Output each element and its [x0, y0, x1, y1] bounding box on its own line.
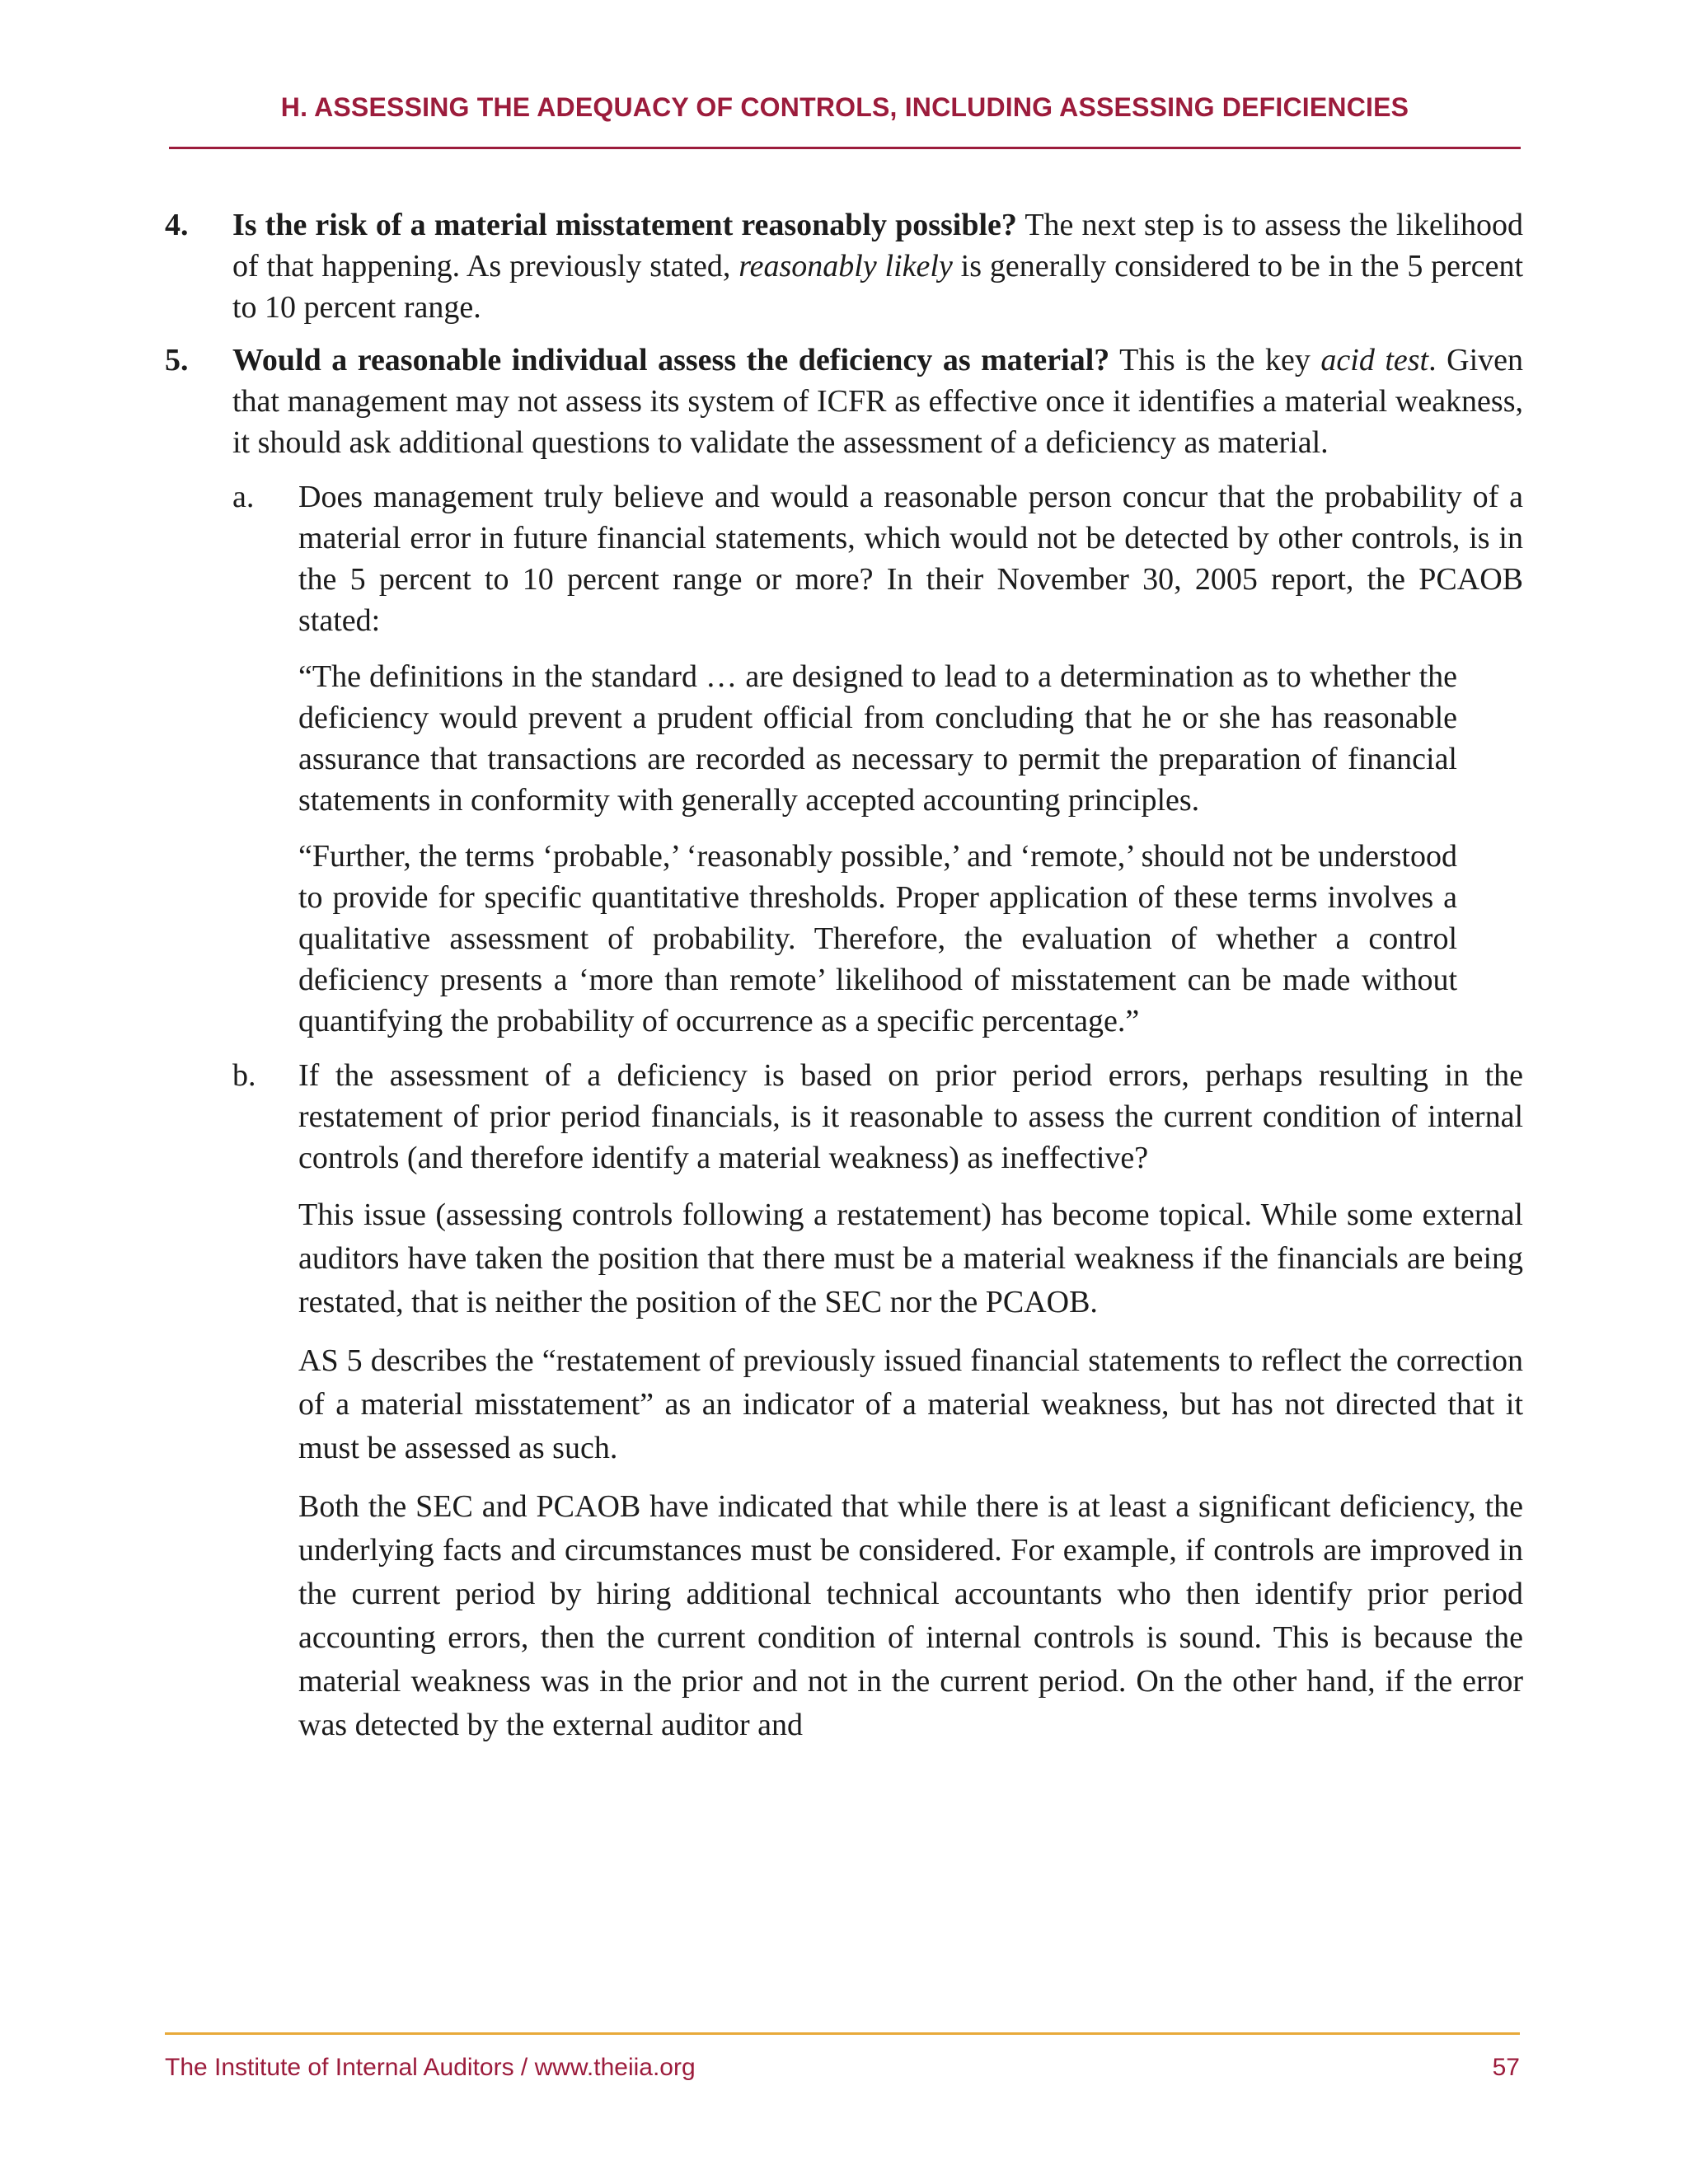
- item-emphasis: reasonably likely: [738, 249, 953, 284]
- page-footer: [165, 2054, 1520, 2082]
- item-emphasis: acid test: [1320, 343, 1429, 377]
- item-lead: Would a reasonable individual assess the deficiency as material?: [232, 343, 1110, 377]
- sub-item-a: [165, 476, 1523, 641]
- sub-item-b: [165, 1055, 1523, 1179]
- list-item-5: [165, 340, 1523, 463]
- sub-item-letter: b.: [232, 1058, 256, 1093]
- restatement-paragraph: This issue (assessing controls following a restatement) has become topical. While some external auditors have taken the position that there must be a material weakness if the financials are being restated, that is neither the position of the SEC nor the PCAOB.: [298, 1197, 1523, 1319]
- page-number: 57: [1492, 2054, 1520, 2081]
- item-text: . Given that management may not assess its system of ICFR as effective once it identifies a material weakness, it should ask additional questions to validate the assessment of a deficiency as material.: [232, 343, 1523, 460]
- footer-divider: [165, 2032, 1520, 2035]
- running-header: H. ASSESSING THE ADEQUACY OF CONTROLS, INCLUDING ASSESSING DEFICIENCIES: [280, 92, 1409, 122]
- sub-item-letter: a.: [232, 480, 255, 514]
- pcaob-quote-1: “The definitions in the standard … are designed to lead to a determination as to whether the deficiency would prevent a prudent official from concluding that he or she has reasonable assurance that transactions are recorded as necessary to permit the preparation of financial statements in conformity with generally accepted accounting principles.: [298, 659, 1457, 818]
- list-item-4: [165, 204, 1523, 328]
- pcaob-quote-2: “Further, the terms ‘probable,’ ‘reasonably possible,’ and ‘remote,’ should not be understood to provide for specific quantitative thresholds. Proper application of these terms involves a qualitative assessment of probability. Therefore, the evaluation of whether a control deficiency presents a ‘more than remote’ likelihood of misstatement can be made without quantifying the probability of occurrence as a specific percentage.”: [298, 839, 1457, 1038]
- item-number: 4.: [165, 208, 189, 242]
- page-body: [165, 204, 1523, 1747]
- sub-item-text: If the assessment of a deficiency is based on prior period errors, perhaps resulting in the restatement of prior period financials, is it reasonable to assess the current condition of internal controls (and therefore identify a material weakness) as ineffective?: [298, 1058, 1523, 1175]
- item-lead: Is the risk of a material misstatement reasonably possible?: [232, 208, 1017, 242]
- as5-paragraph: AS 5 describes the “restatement of previously issued financial statements to reflect the correction of a material misstatement” as an indicator of a material weakness, but has not directed that it must be assessed as such.: [298, 1343, 1523, 1465]
- item-number: 5.: [165, 343, 189, 377]
- item-text: The next step is to assess the likelihood of that happening. As previously stated,: [232, 208, 1523, 284]
- sec-pcaob-paragraph: Both the SEC and PCAOB have indicated that while there is at least a significant deficiency, the underlying facts and circumstances must be considered. For example, if controls are improved in the current period by hiring additional technical accountants who then identify prior period accounting errors, then the current condition of internal controls is sound. This is because the material weakness was in the prior and not in the current period. On the other hand, if the error was detected by the external auditor and: [298, 1489, 1523, 1742]
- sub-item-text: Does management truly believe and would a reasonable person concur that the probability of a material error in future financial statements, which would not be detected by other controls, is in the 5 percent to 10 percent range or more? In their November 30, 2005 report, the PCAOB stated:: [298, 480, 1523, 638]
- header-divider: [169, 147, 1521, 149]
- item-text: This is the key: [1109, 343, 1321, 377]
- item-text: is generally considered to be in the 5 percent to 10 percent range.: [232, 249, 1523, 325]
- footer-source: The Institute of Internal Auditors / www.theiia.org: [165, 2054, 696, 2081]
